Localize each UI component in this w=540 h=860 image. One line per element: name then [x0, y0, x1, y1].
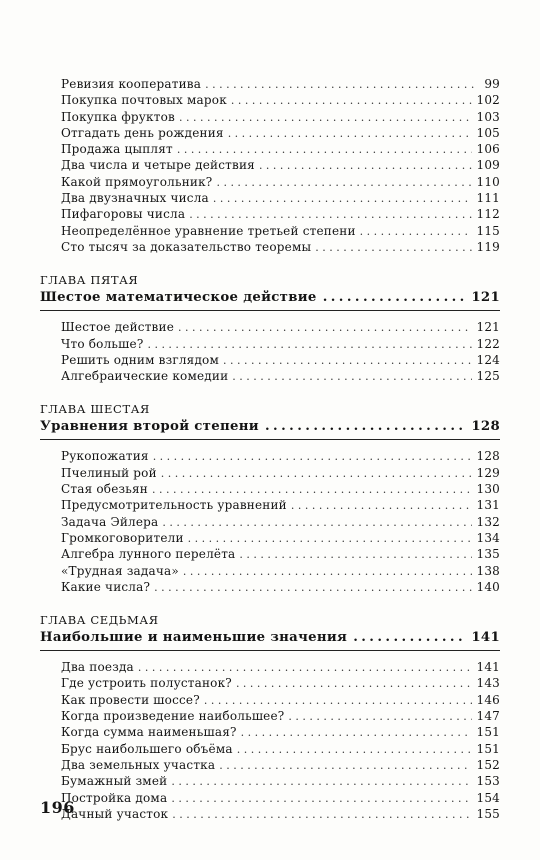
entry-page: 151	[476, 725, 500, 740]
toc-entry	[61, 708, 500, 724]
dot-leader	[239, 547, 472, 563]
dot-leader	[183, 564, 473, 580]
toc-section	[40, 612, 500, 822]
entry-page: 154	[476, 790, 500, 805]
toc-entry	[61, 319, 500, 335]
toc-entry	[61, 125, 500, 141]
dot-leader	[171, 774, 472, 790]
dot-leader	[177, 142, 473, 158]
dot-leader	[223, 353, 472, 369]
chapter-label: ГЛАВА СЕДЬМАЯ	[40, 613, 159, 628]
entry-page: 134	[476, 530, 500, 545]
chapter-page: 121	[471, 290, 500, 306]
toc-entry	[61, 336, 500, 352]
entry-page: 132	[476, 514, 500, 529]
entry-page: 130	[476, 482, 500, 497]
entry-page: 119	[476, 239, 500, 254]
dot-leader	[154, 580, 472, 596]
entry-page: 143	[476, 676, 500, 691]
entry-title: Что больше?	[61, 336, 144, 351]
entry-title: Покупка почтовых марок	[61, 93, 227, 108]
toc-entry	[61, 157, 500, 173]
page-number: 196	[40, 798, 75, 817]
chapter-label: ГЛАВА ШЕСТАЯ	[40, 402, 150, 417]
chapter-heading	[40, 628, 500, 648]
entry-title: Два двузначных числа	[61, 191, 209, 206]
entry-title: Алгебраические комедии	[61, 369, 229, 384]
toc-entry	[61, 806, 500, 822]
entry-title: Два поезда	[61, 660, 134, 675]
chapter-title: Уравнения второй степени	[40, 419, 259, 435]
entry-page: 115	[476, 223, 500, 238]
toc-entry	[61, 790, 500, 806]
entry-title: Когда сумма наименьшая?	[61, 725, 237, 740]
toc-entry	[61, 546, 500, 562]
entry-page: 122	[476, 336, 500, 351]
entry-page: 146	[476, 692, 500, 707]
toc-entry	[61, 659, 500, 675]
entry-title: Постройка дома	[61, 790, 168, 805]
entry-title: Дачный участок	[61, 806, 169, 821]
entry-page: 141	[476, 660, 500, 675]
entry-title: «Трудная задача»	[61, 563, 179, 578]
dot-leader	[237, 742, 473, 758]
toc-entry	[61, 497, 500, 513]
chapter-heading	[40, 417, 500, 437]
toc-entry	[61, 109, 500, 125]
dot-leader	[291, 498, 473, 514]
dot-leader	[189, 207, 472, 223]
toc-entry	[61, 352, 500, 368]
entry-page: 138	[476, 563, 500, 578]
chapter-title: Наибольшие и наименьшие значения	[40, 630, 348, 646]
dot-leader	[236, 676, 473, 692]
entry-page: 140	[476, 579, 500, 594]
entry-title: Когда произведение наибольшее?	[61, 709, 285, 724]
entry-title: Два числа и четыре действия	[61, 158, 255, 173]
dot-leader	[138, 660, 473, 676]
entry-page: 111	[476, 191, 500, 206]
entry-title: Два земельных участка	[61, 757, 216, 772]
entry-title: Продажа цыплят	[61, 142, 173, 157]
dot-leader	[219, 758, 472, 774]
dot-leader	[241, 725, 473, 741]
entry-title: Какой прямоугольник?	[61, 174, 213, 189]
entry-page: 131	[476, 498, 500, 513]
dot-leader	[232, 369, 472, 385]
entry-title: Бумажный змей	[61, 774, 168, 789]
entry-page: 109	[476, 158, 500, 173]
toc-entry	[61, 773, 500, 789]
toc-entry	[61, 223, 500, 239]
entry-title: Решить одним взглядом	[61, 352, 220, 367]
toc-entry	[61, 724, 500, 740]
entry-page: 129	[476, 465, 500, 480]
chapter-divider	[40, 650, 500, 651]
entry-page: 152	[476, 757, 500, 772]
toc-entry	[61, 190, 500, 206]
toc-entry	[61, 579, 500, 595]
dot-leader	[315, 240, 472, 256]
entry-page: 121	[476, 320, 500, 335]
dot-leader	[353, 628, 465, 648]
dot-leader	[172, 807, 472, 823]
toc-entry	[61, 514, 500, 530]
dot-leader	[259, 158, 473, 174]
entry-title: Стая обезьян	[61, 482, 148, 497]
toc-entry	[61, 741, 500, 757]
dot-leader	[205, 77, 474, 93]
toc-entry	[61, 239, 500, 255]
entry-title: Брус наибольшего объёма	[61, 741, 233, 756]
dot-leader	[288, 709, 472, 725]
entry-page: 110	[476, 174, 500, 189]
toc-section	[40, 76, 500, 255]
entry-page: 125	[476, 369, 500, 384]
entry-title: Сто тысяч за доказательство теоремы	[61, 239, 312, 254]
entry-title: Где устроить полустанок?	[61, 676, 232, 691]
toc-entry	[61, 92, 500, 108]
dot-leader	[204, 693, 473, 709]
dot-leader	[213, 191, 473, 207]
entry-title: Покупка фруктов	[61, 109, 175, 124]
table-of-contents	[40, 76, 500, 822]
entry-page: 128	[476, 449, 500, 464]
toc-entry	[61, 757, 500, 773]
toc-entry	[61, 368, 500, 384]
entry-title: Задача Эйлера	[61, 514, 159, 529]
entry-title: Предусмотрительность уравнений	[61, 498, 287, 513]
chapter-title: Шестое математическое действие	[40, 290, 317, 306]
dot-leader	[152, 482, 473, 498]
entry-title: Отгадать день рождения	[61, 125, 224, 140]
chapter-heading	[40, 288, 500, 308]
toc-entry	[61, 174, 500, 190]
toc-entry	[61, 465, 500, 481]
entry-title: Шестое действие	[61, 320, 174, 335]
dot-leader	[178, 320, 472, 336]
entry-title: Рукопожатия	[61, 449, 149, 464]
toc-entry	[61, 692, 500, 708]
chapter-divider	[40, 439, 500, 440]
dot-leader	[162, 515, 472, 531]
entry-page: 103	[476, 109, 500, 124]
entry-page: 155	[476, 806, 500, 821]
chapter-divider	[40, 310, 500, 311]
toc-entry	[61, 675, 500, 691]
dot-leader	[171, 791, 472, 807]
entry-page: 106	[476, 142, 500, 157]
entry-title: Ревизия кооператива	[61, 77, 202, 91]
entry-title: Алгебра лунного перелёта	[61, 547, 236, 562]
dot-leader	[147, 337, 472, 353]
dot-leader	[360, 224, 473, 240]
dot-leader	[231, 93, 473, 109]
dot-leader	[228, 126, 473, 142]
dot-leader	[161, 466, 473, 482]
entry-page: 102	[476, 93, 500, 108]
chapter-page: 141	[471, 630, 500, 646]
toc-entry	[61, 481, 500, 497]
entry-page: 151	[476, 741, 500, 756]
toc-entry	[61, 563, 500, 579]
entry-title: Пифагоровы числа	[61, 207, 186, 222]
entry-page: 153	[476, 774, 500, 789]
dot-leader	[216, 175, 472, 191]
entry-title: Пчелиный рой	[61, 465, 157, 480]
toc-entry	[61, 206, 500, 222]
chapter-page: 128	[471, 419, 500, 435]
entry-title: Неопределённое уравнение третьей степени	[61, 223, 356, 238]
toc-entry	[61, 448, 500, 464]
dot-leader	[179, 110, 473, 126]
entry-page: 147	[476, 709, 500, 724]
toc-entry	[61, 76, 500, 92]
entry-page: 99	[484, 77, 500, 91]
entry-page: 124	[476, 352, 500, 367]
entry-page: 105	[476, 125, 500, 140]
entry-title: Громкоговорители	[61, 530, 184, 545]
toc-entry	[61, 530, 500, 546]
dot-leader	[323, 288, 466, 308]
dot-leader	[265, 417, 465, 437]
dot-leader	[188, 531, 473, 547]
entry-title: Какие числа?	[61, 579, 151, 594]
toc-entry	[61, 141, 500, 157]
entry-page: 135	[476, 547, 500, 562]
entry-title: Как провести шоссе?	[61, 692, 200, 707]
chapter-label: ГЛАВА ПЯТАЯ	[40, 273, 139, 288]
toc-section	[40, 401, 500, 595]
dot-leader	[153, 449, 473, 465]
toc-section	[40, 272, 500, 384]
entry-page: 112	[476, 207, 500, 222]
